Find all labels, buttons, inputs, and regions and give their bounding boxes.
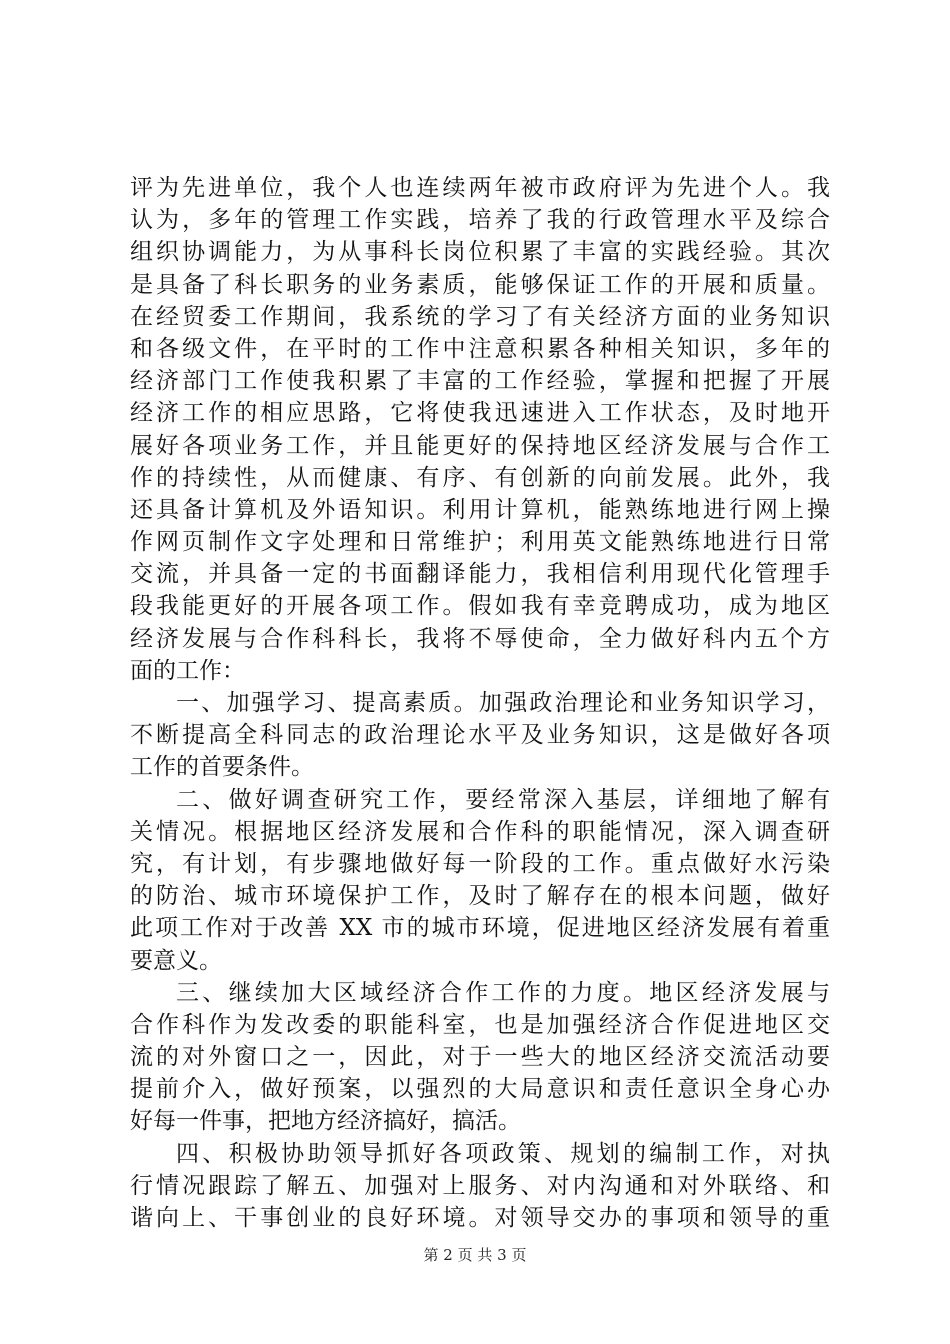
text-line: 作的持续性，从而健康、有序、有创新的向前发展。此外，我: [130, 464, 830, 491]
text-line: 不断提高全科同志的政治理论水平及业务知识，这是做好各项: [130, 722, 830, 749]
text-line: 组织协调能力，为从事科长岗位积累了丰富的实践经验。其次: [130, 239, 830, 266]
text-line: 合作科作为发改委的职能科室，也是加强经济合作促进地区交: [130, 1011, 830, 1038]
text-line: 好每一件事，把地方经济搞好，搞活。: [130, 1108, 521, 1135]
text-line: 要意义。: [130, 947, 222, 974]
text-line: 行情况跟踪了解五、加强对上服务、对内沟通和对外联络、和: [130, 1172, 830, 1199]
text-line: 作网页制作文字处理和日常维护；利用英文能熟练地进行日常: [130, 529, 830, 556]
text-line: 经济部门工作使我积累了丰富的工作经验，掌握和把握了开展: [130, 368, 830, 395]
paragraph-first-line: 四、积极协助领导抓好各项政策、规划的编制工作，对执: [176, 1140, 830, 1167]
text-line: 究，有计划，有步骤地做好每一阶段的工作。重点做好水污染: [130, 850, 830, 877]
document-body: [130, 172, 830, 1234]
text-line: 是具备了科长职务的业务素质，能够保证工作的开展和质量。: [130, 271, 830, 298]
text-line: 认为，多年的管理工作实践，培养了我的行政管理水平及综合: [130, 207, 830, 234]
paragraph-first-line: 三、继续加大区域经济合作工作的力度。地区经济发展与: [176, 979, 830, 1006]
text-line: 此项工作对于改善 XX 市的城市环境，促进地区经济发展有着重: [130, 915, 830, 942]
text-line: 段我能更好的开展各项工作。假如我有幸竞聘成功，成为地区: [130, 593, 830, 620]
text-line: 流的对外窗口之一，因此，对于一些大的地区经济交流活动要: [130, 1044, 830, 1071]
text-line: 经济工作的相应思路，它将使我迅速进入工作状态，及时地开: [130, 400, 830, 427]
text-line: 在经贸委工作期间，我系统的学习了有关经济方面的业务知识: [130, 303, 830, 330]
paragraph-first-line: 二、做好调查研究工作，要经常深入基层，详细地了解有: [176, 786, 830, 813]
text-line: 经济发展与合作科科长，我将不辱使命，全力做好科内五个方: [130, 625, 830, 652]
text-line: 工作的首要条件。: [130, 754, 314, 781]
page-number-footer: 第 2 页 共 3 页: [423, 1246, 527, 1264]
text-line: 谐向上、干事创业的良好环境。对领导交办的事项和领导的重: [130, 1205, 830, 1231]
text-line: 提前介入，做好预案，以强烈的大局意识和责任意识全身心办: [130, 1076, 830, 1103]
text-line: 展好各项业务工作，并且能更好的保持地区经济发展与合作工: [130, 432, 830, 459]
text-line: 评为先进单位，我个人也连续两年被市政府评为先进个人。我: [130, 175, 830, 201]
text-line: 交流，并具备一定的书面翻译能力，我相信利用现代化管理手: [130, 561, 830, 588]
text-line: 关情况。根据地区经济发展和合作科的职能情况，深入调查研: [130, 818, 830, 845]
paragraph-first-line: 一、加强学习、提高素质。加强政治理论和业务知识学习，: [176, 690, 830, 716]
text-line: 的防治、城市环境保护工作，及时了解存在的根本问题，做好: [130, 883, 830, 910]
text-line: 和各级文件，在平时的工作中注意积累各种相关知识，多年的: [130, 335, 830, 362]
text-line: 面的工作：: [130, 657, 245, 684]
text-line: 还具备计算机及外语知识。利用计算机，能熟练地进行网上操: [130, 496, 830, 523]
